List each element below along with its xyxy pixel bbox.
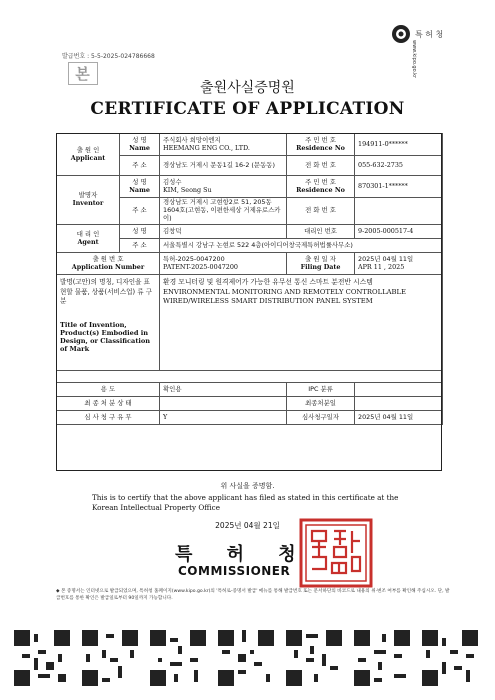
inventor-address: 경상남도 거제시 고현항2로 51, 205동 1604호(고현동, 이편한세상 거제유로스카이)	[160, 198, 287, 225]
applicant-tel-label: 전 화 번 호	[287, 156, 355, 176]
logo-url: www.kipo.go.kr	[411, 40, 417, 79]
office-name-korean: 특 허 청	[175, 544, 310, 565]
footnote: ◆ 본 증명서는 인터넷으로 발급되었으며, 특허청 홈페이지(www.kipo.go.kr)의 '특허로-증명서 발급' 메뉴를 통해 발급번호 또는 문서하단의 바코드로 내용의 위·변조 여부를 확인해 주십시오. 단, 발급번호를 통한 확인은 발급일로부터 90일까지 가능합니다.	[56, 589, 450, 601]
applicant-tel: 055-632-2735	[355, 156, 443, 176]
purpose-label: 용 도	[57, 383, 160, 397]
exam-date-value: 2025년 04월 11일	[355, 411, 443, 425]
qr-code-3	[150, 630, 206, 686]
agent-address-label: 주 소	[120, 239, 160, 253]
qr-code-4	[218, 630, 274, 686]
office-name-english: COMMISSIONER	[178, 564, 291, 578]
qr-code-6	[354, 630, 410, 686]
inventor-address-label: 주 소	[120, 198, 160, 225]
agent-code: 9-2005-000517-4	[355, 225, 443, 239]
invention-label: 발명(고안)의 명칭, 디자인을 표현할 물품, 상품(서비스업) 류 구분 Title of Invention, Product(s) Embodied in Design, or Classification of Mark	[57, 275, 160, 371]
final-date-label: 최종처분일	[287, 397, 355, 411]
application-no: 특허-2025-0047200 PATENT-2025-0047200	[160, 253, 287, 275]
official-seal	[298, 517, 374, 589]
inventor-resno-label: 주 민 번 호 Residence No	[287, 176, 355, 198]
exam-date-label: 심사청구일자	[287, 411, 355, 425]
inventor-tel-label: 전 화 번 호	[287, 198, 355, 225]
title-english: CERTIFICATE OF APPLICATION	[90, 99, 405, 119]
agent-section: 대 리 인 Agent	[57, 225, 120, 253]
inventor-section: 발명자 Inventor	[57, 176, 120, 225]
applicant-section: 출 원 인 Applicant	[57, 134, 120, 176]
qr-code-5	[286, 630, 342, 686]
purpose-value: 확인용	[160, 383, 287, 397]
inventor-resno: 870301-1******	[355, 176, 443, 198]
exam-value: Y	[160, 411, 287, 425]
exam-label: 심 사 청 구 유 무	[57, 411, 160, 425]
agent-code-label: 대리인 번호	[287, 225, 355, 239]
inventor-name-label: 성 명 Name	[120, 176, 160, 198]
issue-date: 2025년 04월 21일	[215, 521, 280, 530]
qr-code-1	[14, 630, 70, 686]
applicant-name-label: 성 명 Name	[120, 134, 160, 156]
copy-mark: 본	[68, 62, 98, 85]
applicant-address-label: 주 소	[120, 156, 160, 176]
applicant-resno: 194911-0******	[355, 134, 443, 156]
kipo-logo	[389, 22, 449, 84]
inventor-name: 김성수 KIM, Seong Su	[160, 176, 287, 198]
issue-number: 발급번호 : 5-5-2025-024786668	[62, 53, 155, 60]
qr-code-2	[82, 630, 138, 686]
filing-date-label: 출 원 일 자 Filing Date	[287, 253, 355, 275]
final-state-label: 최 종 처 분 상 태	[57, 397, 160, 411]
agent-name-label: 성 명	[120, 225, 160, 239]
applicant-resno-label: 주 민 번 호 Residence No	[287, 134, 355, 156]
title-korean: 출원사실증명원	[200, 80, 295, 96]
filing-date: 2025년 04월 11일 APR 11 , 2025	[355, 253, 443, 275]
agent-address: 서울특별시 강남구 논현로 522 4층(아이디어창국제특허법률사무소)	[160, 239, 443, 253]
confirmation-korean: 위 사실을 증명함.	[220, 482, 275, 490]
invention-title: 환경 모니터링 및 원격제어가 가능한 유무선 통신 스마트 분전반 시스템 ENVIRONMENTAL MONITORING AND REMOTELY CONTROLLABLE WIRED/WIRELESS SMART DISTRIBUTION PANEL SYSTEM	[160, 275, 443, 371]
application-no-label: 출 원 번 호 Application Number	[57, 253, 160, 275]
verification-codes	[14, 630, 482, 688]
qr-code-7	[422, 630, 478, 686]
confirmation-english: This is to certify that the above applicant has filed as stated in this certificate at the Korean Intellectual Property Office	[92, 493, 399, 513]
ipc-label: IPC 분류	[287, 383, 355, 397]
certificate-frame	[56, 133, 442, 471]
applicant-name: 주식회사 희망이엔지 HEEMANG ENG CO., LTD.	[160, 134, 287, 156]
logo-text: 특 허 청	[415, 30, 444, 39]
applicant-address: 경상남도 거제시 문동1길 16-2 (문동동)	[160, 156, 287, 176]
agent-name: 김창덕	[160, 225, 287, 239]
